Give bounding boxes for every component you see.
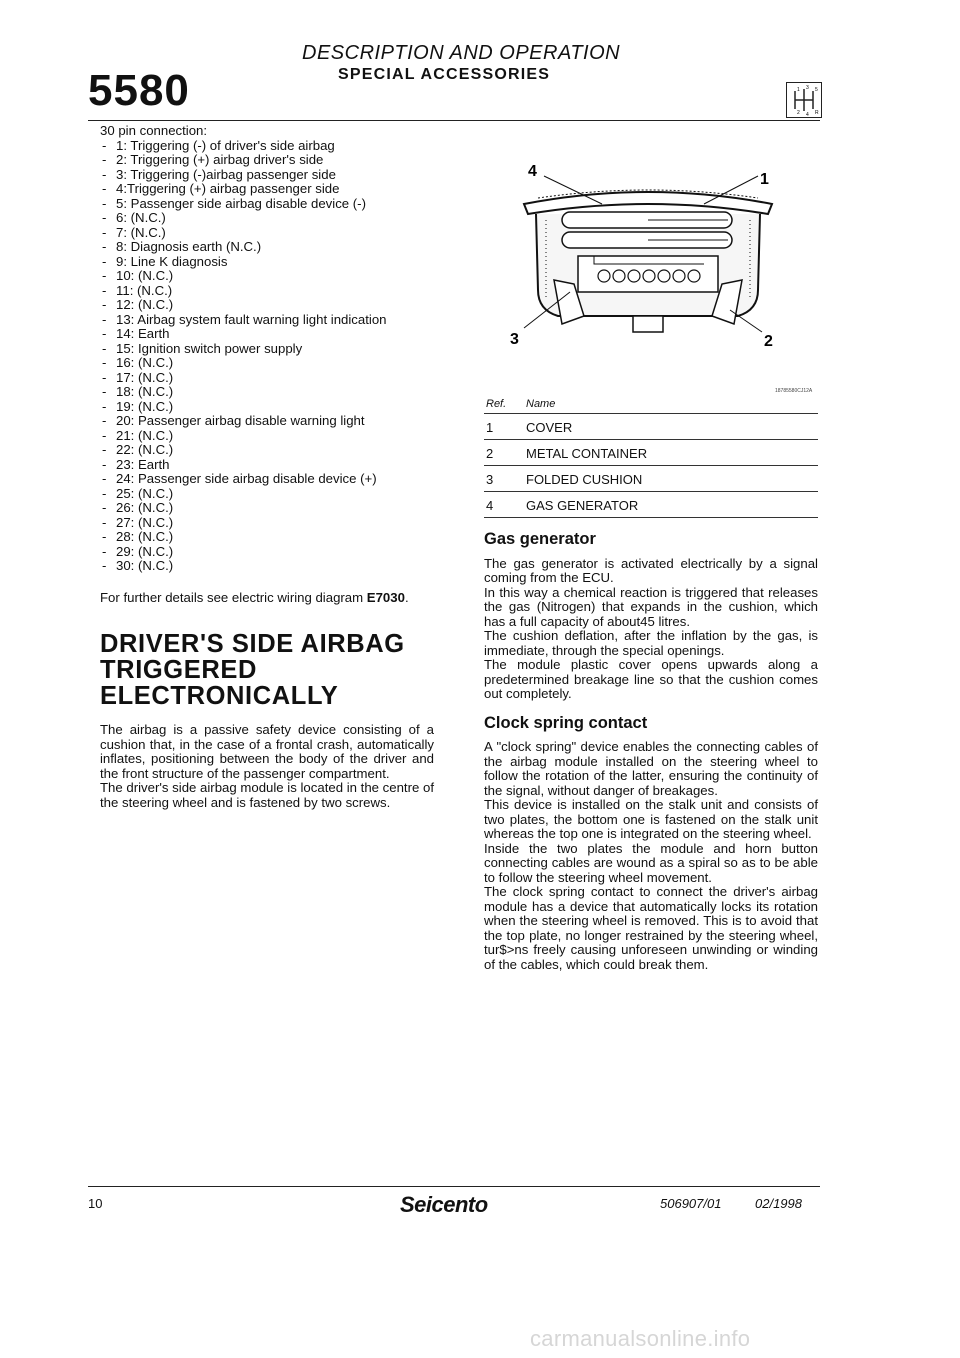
list-item: - 2: Triggering (+) airbag driver's side [100, 153, 434, 168]
list-item: - 17: (N.C.) [100, 371, 434, 386]
further-details: For further details see electric wiring diagram E7030. [100, 589, 409, 605]
section-heading-airbag: DRIVER'S SIDE AIRBAG TRIGGERED ELECTRONICALLY [100, 630, 405, 710]
svg-text:5: 5 [815, 87, 818, 93]
list-item: - 19: (N.C.) [100, 400, 434, 415]
list-item: - 16: (N.C.) [100, 356, 434, 371]
header-rule [88, 120, 820, 121]
page-subtitle: SPECIAL ACCESSORIES [338, 66, 551, 83]
gearbox-shift-pattern-icon [786, 82, 822, 118]
table-row: 2 METAL CONTAINER [484, 440, 818, 466]
list-item: - 14: Earth [100, 327, 434, 342]
list-item: - 18: (N.C.) [100, 385, 434, 400]
clock-paragraph: A "clock spring" device enables the connecting cables of the airbag module installed on the steering wheel to follow the rotation of the latter, ensuring the continuity of the signal, without danger of breakages. [484, 739, 818, 798]
list-item: - 8: Diagnosis earth (N.C.) [100, 240, 434, 255]
svg-text:1: 1 [797, 87, 800, 93]
callout-2: 2 [764, 333, 773, 348]
list-item: - 24: Passenger side airbag disable device (+) [100, 472, 434, 487]
left-column [100, 124, 434, 810]
brand-logo: Seicento [400, 1192, 488, 1217]
table-header-ref: Ref. [484, 396, 526, 414]
svg-text:3: 3 [806, 85, 809, 91]
list-item: - 13: Airbag system fault warning light indication [100, 313, 434, 328]
list-item: - 5: Passenger side airbag disable device (-) [100, 197, 434, 212]
section-code: 5580 [88, 66, 190, 115]
list-item: - 28: (N.C.) [100, 530, 434, 545]
parts-table [484, 396, 818, 518]
callout-1: 1 [760, 171, 769, 188]
list-item: - 26: (N.C.) [100, 501, 434, 516]
clock-paragraph: Inside the two plates the module and horn button connecting cables are wound as a spiral so as to be able to follow the steering wheel movement. [484, 840, 818, 885]
svg-text:2: 2 [797, 110, 800, 116]
list-item: - 9: Line K diagnosis [100, 255, 434, 270]
list-item: - 1: Triggering (-) of driver's side airbag [100, 139, 434, 154]
svg-text:4: 4 [806, 112, 809, 117]
document-date: 02/1998 [755, 1196, 802, 1211]
list-item: - 15: Ignition switch power supply [100, 342, 434, 357]
page-title: DESCRIPTION AND OPERATION [302, 42, 621, 64]
callout-3: 3 [510, 331, 519, 348]
gas-paragraph: The gas generator is activated electrically by a signal coming from the ECU. [484, 555, 818, 585]
list-item: - 6: (N.C.) [100, 211, 434, 226]
watermark: carmanualsonline.info [530, 1326, 751, 1351]
list-item: - 29: (N.C.) [100, 545, 434, 560]
heading-gas-generator: Gas generator [484, 530, 596, 548]
gas-paragraph: In this way a chemical reaction is triggered that releases the gas (Nitrogen) that expands in the cushion, which has a full capacity of about45 litres. [484, 584, 818, 629]
gas-paragraph: The cushion deflation, after the inflation by the gas, is immediate, through the special openings. [484, 628, 818, 658]
pin-list [100, 139, 434, 574]
table-header-name: Name [526, 396, 818, 414]
list-item: - 11: (N.C.) [100, 284, 434, 299]
list-item: - 22: (N.C.) [100, 443, 434, 458]
list-item: - 23: Earth [100, 458, 434, 473]
list-item: - 4:Triggering (+) airbag passenger side [100, 182, 434, 197]
list-item: - 7: (N.C.) [100, 226, 434, 241]
clock-paragraph: The clock spring contact to connect the driver's airbag module has a device that automatically locks its rotation when the steering wheel is removed. This is to avoid that the top plate, no longer restrained by the steering wheel, tur$>ns freely causing unforeseen unwinding or winding of the cables, which could break them. [484, 884, 818, 972]
list-item: - 25: (N.C.) [100, 487, 434, 502]
right-column [484, 532, 818, 972]
page-number: 10 [88, 1196, 103, 1211]
list-item: - 12: (N.C.) [100, 298, 434, 313]
pin-list-intro: 30 pin connection: [100, 123, 208, 138]
wiring-diagram-ref: E7030 [366, 589, 405, 605]
airbag-module-diagram [498, 160, 798, 348]
svg-text:R: R [815, 110, 819, 116]
list-item: - 3: Triggering (-)airbag passenger side [100, 168, 434, 183]
clock-paragraph: This device is installed on the stalk unit and consists of two plates, the bottom one is fastened on the stalk unit whereas the top one is integrated on the steering wheel. [484, 797, 818, 841]
airbag-description: The airbag is a passive safety device consisting of a cushion that, in the case of a frontal crash, automatically inflates, positioning between the body of the driver and the front structure of the passenger compartment. [100, 722, 434, 781]
airbag-location: The driver's side airbag module is located in the centre of the steering wheel and is fastened by two screws. [100, 780, 434, 810]
list-item: - 21: (N.C.) [100, 429, 434, 444]
table-row: 4 GAS GENERATOR [484, 492, 818, 518]
further-details-text: For further details see electric wiring diagram [100, 589, 364, 605]
heading-clock-spring: Clock spring contact [484, 713, 648, 732]
table-row: 3 FOLDED CUSHION [484, 466, 818, 492]
gas-paragraph: The module plastic cover opens upwards along a predetermined breakage line so that the cushion comes out completely. [484, 657, 818, 701]
list-item: - 20: Passenger airbag disable warning light [100, 414, 434, 429]
figure-code: 18785580CJ12A [775, 388, 813, 394]
list-item: - 10: (N.C.) [100, 269, 434, 284]
list-item: - 27: (N.C.) [100, 516, 434, 531]
callout-4: 4 [528, 163, 537, 180]
table-row: 1 COVER [484, 414, 818, 440]
document-number: 506907/01 [660, 1196, 722, 1211]
footer-rule [88, 1186, 820, 1187]
list-item: - 30: (N.C.) [100, 559, 434, 574]
